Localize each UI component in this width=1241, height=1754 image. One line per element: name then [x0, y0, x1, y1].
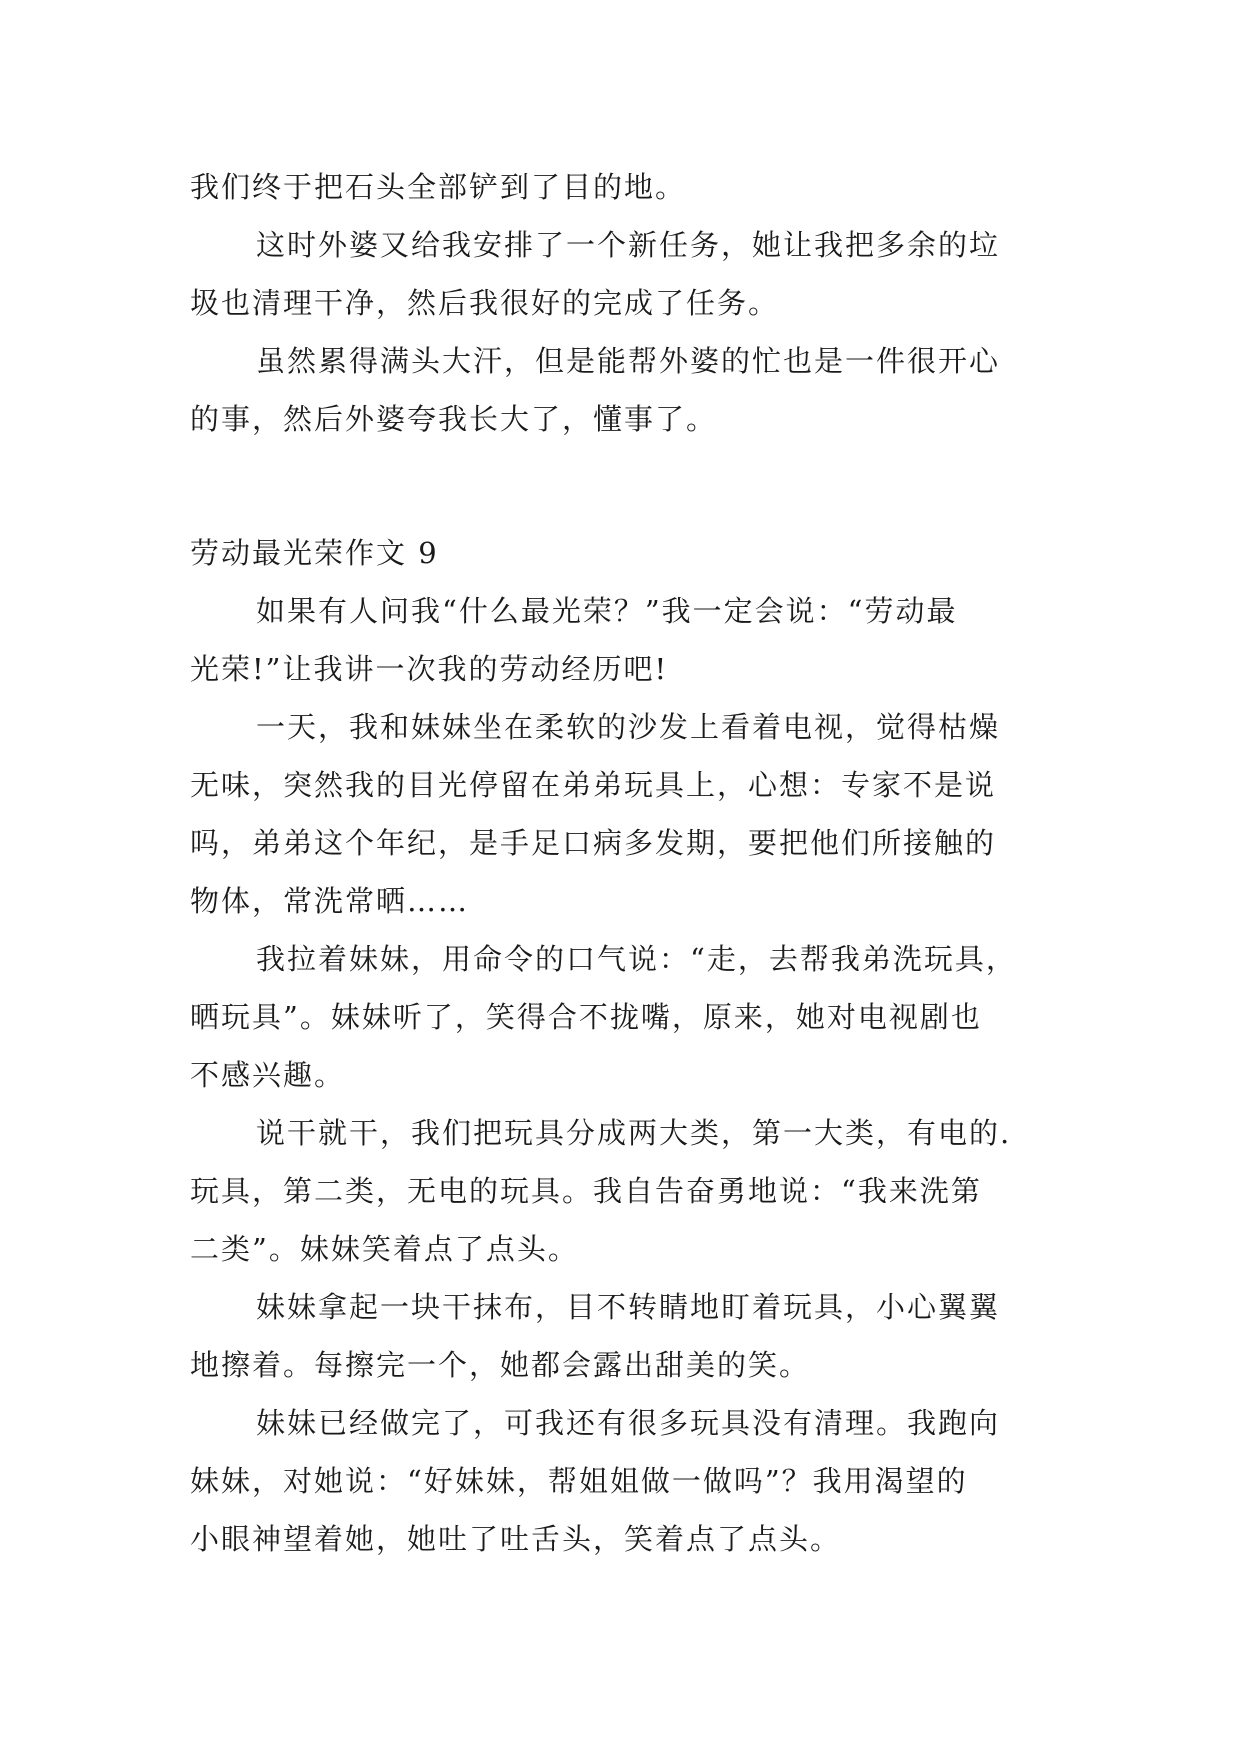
paragraph [190, 582, 1050, 698]
text-line: 妹妹已经做完了，可我还有很多玩具没有清理。我跑向 [256, 1406, 1001, 1440]
text-line: 地擦着。每擦完一个，她都会露出甜美的笑。 [190, 1348, 811, 1382]
paragraph [190, 1278, 1050, 1394]
paragraph [190, 1394, 1050, 1568]
text-line: 我们终于把石头全部铲到了目的地。 [190, 170, 687, 204]
text-line: 玩具，第二类，无电的玩具。我自告奋勇地说：“我来洗第 [190, 1174, 982, 1208]
paragraph [190, 698, 1050, 930]
text-line: 晒玩具”。妹妹听了，笑得合不拢嘴，原来，她对电视剧也 [190, 1000, 982, 1034]
text-line: 小眼神望着她，她吐了吐舌头，笑着点了点头。 [190, 1522, 842, 1556]
text-line: 虽然累得满头大汗，但是能帮外婆的忙也是一件很开心 [256, 344, 1001, 378]
text-line: 如果有人问我“什么最光荣？”我一定会说：“劳动最 [256, 594, 958, 628]
text-line: 说干就干，我们把玩具分成两大类，第一大类，有电的. [256, 1116, 1012, 1150]
text-line: 我拉着妹妹，用命令的口气说：“走，去帮我弟洗玩具， [256, 942, 1017, 976]
text-line: 无味，突然我的目光停留在弟弟玩具上，心想：专家不是说 [190, 768, 997, 802]
text-line: 不感兴趣。 [190, 1058, 346, 1092]
text-line: 物体，常洗常晒…… [190, 884, 470, 918]
text-line: 圾也清理干净，然后我很好的完成了任务。 [190, 286, 780, 320]
text-line: 妹妹，对她说：“好妹妹，帮姐姐做一做吗”？我用渴望的 [190, 1464, 968, 1498]
text-line: 一天，我和妹妹坐在柔软的沙发上看着电视，觉得枯燥 [256, 710, 1001, 744]
section-title: 劳动最光荣作文 9 [190, 536, 439, 570]
section-gap [190, 448, 1050, 524]
text-line: 这时外婆又给我安排了一个新任务，她让我把多余的垃 [256, 228, 1001, 262]
text-line: 吗，弟弟这个年纪，是手足口病多发期，要把他们所接触的 [190, 826, 997, 860]
text-line: 的事，然后外婆夸我长大了，懂事了。 [190, 402, 718, 436]
document-body [190, 158, 1050, 1568]
text-line: 光荣!”让我讲一次我的劳动经历吧! [190, 652, 669, 686]
paragraph [190, 1104, 1050, 1278]
paragraph [190, 930, 1050, 1104]
text-line: 二类”。妹妹笑着点了点头。 [190, 1232, 579, 1266]
text-line: 妹妹拿起一块干抹布，目不转睛地盯着玩具，小心翼翼 [256, 1290, 1001, 1324]
